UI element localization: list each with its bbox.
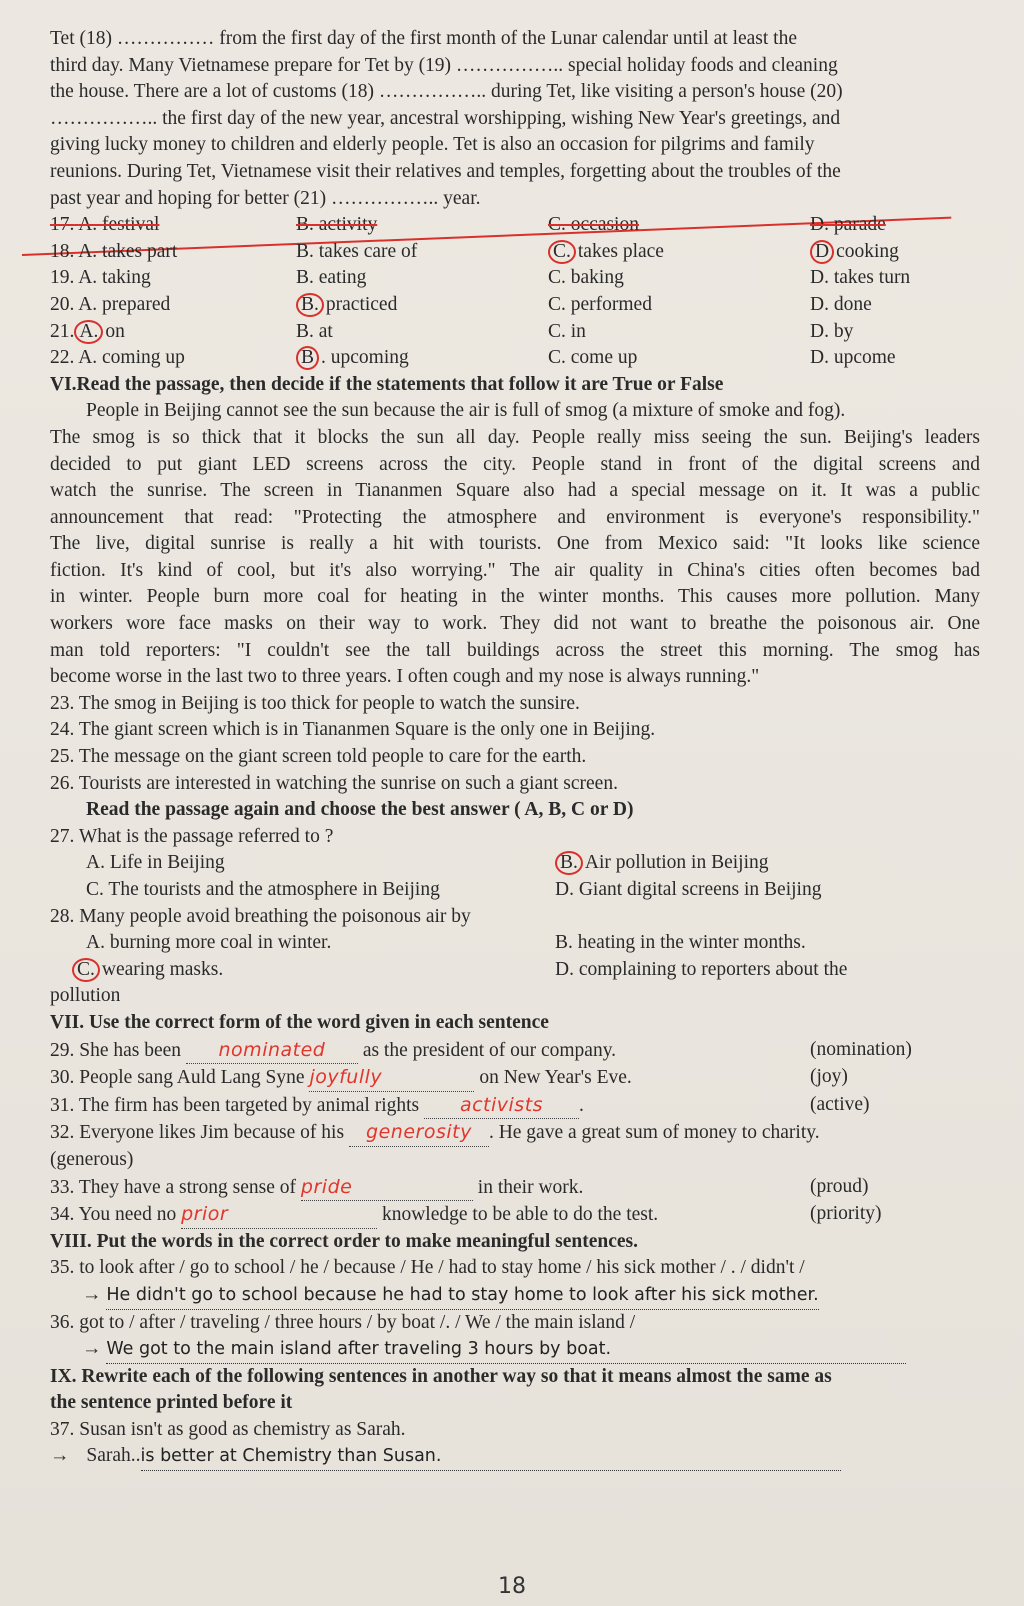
arrow-icon: → xyxy=(82,1283,102,1305)
question-number: 17. xyxy=(50,214,75,236)
question-number: 18. xyxy=(50,240,75,262)
word-hint-32: (generous) xyxy=(50,1148,134,1170)
option-b: B. activity xyxy=(296,214,378,236)
passage-line: the house. There are a lot of customs (18) …………….. during Tet, like visiting a person's house (20) xyxy=(50,81,843,103)
word-hint: (nomination) xyxy=(810,1038,912,1060)
word-form-33 xyxy=(50,1174,980,1202)
passage-line: fiction. It's kind of cool, but it's also worrying." The air quality in China's cities often becomes bad xyxy=(50,559,980,581)
passage-line: Tet (18) …………… from the first day of the first month of the Lunar calendar until at least the xyxy=(50,28,798,49)
section-heading-ix: IX. Rewrite each of the following sentences in another way so that it means almost the same as xyxy=(50,1365,832,1387)
question-37: 37. Susan isn't as good as chemistry as Sarah. xyxy=(50,1418,406,1440)
sentence-end: . xyxy=(579,1094,584,1116)
answer-37-lead: Sarah.. xyxy=(86,1445,141,1467)
sentence-start: 34. You need no xyxy=(50,1204,177,1226)
option-a: on xyxy=(105,320,125,342)
option-c: C. performed xyxy=(548,293,652,315)
option-d: D. by xyxy=(810,320,854,342)
option-b: B. at xyxy=(296,320,333,342)
option-d: D. takes turn xyxy=(810,267,911,289)
arrow-icon: → xyxy=(50,1445,70,1467)
option-b: practiced xyxy=(325,293,398,315)
option-b: B. eating xyxy=(296,267,367,289)
sentence-start: 32. Everyone likes Jim because of his xyxy=(50,1122,345,1144)
option-d: D. parade xyxy=(810,214,886,236)
section-heading-ix-cont: the sentence printed before it xyxy=(50,1392,293,1414)
worksheet-content xyxy=(50,26,980,1471)
sentence-end: knowledge to be able to do the test. xyxy=(381,1204,659,1226)
word-hint: (proud) xyxy=(810,1175,869,1197)
sentence-start: 31. The firm has been targeted by animal rights xyxy=(50,1094,420,1116)
answer-blank[interactable]: joyfully xyxy=(309,1064,474,1092)
sentence-end: as the president of our company. xyxy=(362,1039,617,1061)
question-28-tail: pollution xyxy=(50,985,121,1007)
sentence-start: 30. People sang Auld Lang Syne xyxy=(50,1067,305,1089)
option-b: Air pollution in Beijing xyxy=(584,852,769,874)
answer-35-row xyxy=(50,1282,980,1310)
answer-circle: B. xyxy=(555,851,583,875)
answer-blank[interactable]: prior xyxy=(181,1201,377,1229)
answer-circle: C. xyxy=(72,958,100,982)
sentence-end: in their work. xyxy=(477,1176,584,1198)
option-row-20 xyxy=(50,292,980,319)
passage-line: workers wore face masks on their way to work. They did not want to breathe the poisonous air. One xyxy=(50,613,980,635)
option-b: B. takes care of xyxy=(296,240,418,262)
passage-line: The smog is so thick that it blocks the sun all day. People really miss seeing the sun. Beijing's leaders xyxy=(50,426,980,448)
question-number: 20. xyxy=(50,293,75,315)
section-heading-vii: VII. Use the correct form of the word given in each sentence xyxy=(50,1011,549,1033)
option-a: A. coming up xyxy=(78,347,185,369)
option-c: takes place xyxy=(577,240,664,262)
passage-line: The live, digital sunrise is really a hit with tourists. One from Mexico said: "It looks like science xyxy=(50,533,980,555)
statement-24: 24. The giant screen which is in Tiananmen Square is the only one in Beijing. xyxy=(50,719,656,741)
word-form-31 xyxy=(50,1092,980,1120)
answer-blank[interactable]: pride xyxy=(301,1174,473,1202)
option-row-19 xyxy=(50,265,980,292)
answer-circle: C. xyxy=(548,240,576,264)
passage-line: …………….. the first day of the new year, ancestral worshipping, wishing New Year's greetings, and xyxy=(50,107,841,129)
sentence-end: . He gave a great sum of money to charity. xyxy=(488,1122,820,1144)
sentence-start: 29. She has been xyxy=(50,1039,182,1061)
option-c: C. baking xyxy=(548,267,624,289)
question-36: 36. got to / after / traveling / three hours / by boat /. / We / the main island / xyxy=(50,1311,636,1333)
passage-line: announcement that read: "Protecting the atmosphere and environment is everyone's responsibility." xyxy=(50,506,980,528)
options-28 xyxy=(50,930,980,983)
option-a: A. Life in Beijing xyxy=(86,852,225,874)
subheading-best-answer: Read the passage again and choose the best answer ( A, B, C or D) xyxy=(86,799,634,821)
passage-line: People in Beijing cannot see the sun because the air is full of smog (a mixture of smoke and fog). xyxy=(86,400,846,422)
question-number: 21. xyxy=(50,320,75,342)
answer-36-row xyxy=(50,1336,980,1364)
statement-25: 25. The message on the giant screen told people to care for the earth. xyxy=(50,746,587,768)
answer-circle: B. xyxy=(296,293,324,317)
option-b: B. heating in the winter months. xyxy=(555,932,806,954)
word-form-30 xyxy=(50,1064,980,1092)
question-number: 19. xyxy=(50,267,75,289)
section-heading-viii: VIII. Put the words in the correct order to make meaningful sentences. xyxy=(50,1230,638,1252)
answer-36[interactable]: We got to the main island after traveling 3 hours by boat. xyxy=(106,1336,906,1364)
word-form-32 xyxy=(50,1119,980,1147)
passage-line: decided to put giant LED screens across the city. People stand in front of the digital screens and xyxy=(50,453,980,475)
section-heading-vi: VI.Read the passage, then decide if the statements that follow it are True or False xyxy=(50,373,724,395)
passage-line: reunions. During Tet, Vietnamese visit their relatives and temples, forgetting about the troubles of the xyxy=(50,160,841,182)
statement-23: 23. The smog in Beijing is too thick for people to watch the sunsire. xyxy=(50,692,580,714)
word-hint: (active) xyxy=(810,1093,870,1115)
arrow-icon: → xyxy=(82,1338,102,1360)
answer-circle: B xyxy=(296,346,319,370)
word-form-29 xyxy=(50,1037,980,1065)
answer-circle: A. xyxy=(74,320,103,344)
question-35: 35. to look after / go to school / he / because / He / had to stay home / his sick mother / . / didn't / xyxy=(50,1257,805,1279)
word-hint: (joy) xyxy=(810,1066,848,1088)
sentence-start: 33. They have a strong sense of xyxy=(50,1176,297,1198)
answer-blank[interactable]: nominated xyxy=(186,1037,358,1065)
page-number: 18 xyxy=(498,1574,526,1599)
options-17-22 xyxy=(50,212,980,372)
option-row-21 xyxy=(50,319,980,346)
passage-line: third day. Many Vietnamese prepare for Tet by (19) …………….. special holiday foods and cleaning xyxy=(50,54,838,76)
option-c: C. occasion xyxy=(548,214,639,236)
option-a: A. prepared xyxy=(78,293,171,315)
answer-35[interactable]: He didn't go to school because he had to stay home to look after his sick mother. xyxy=(106,1282,818,1310)
passage-line: become worse in the last two to three years. I often cough and my nose is always running." xyxy=(50,666,760,688)
statement-26: 26. Tourists are interested in watching the sunrise on such a giant screen. xyxy=(50,772,618,794)
question-number: 22. xyxy=(50,347,75,369)
passage-line: man told reporters: "I couldn't see the tall buildings across the street this morning. The smog has xyxy=(50,639,980,661)
answer-37-row xyxy=(50,1443,980,1471)
option-row-18 xyxy=(50,239,980,266)
passage-line: giving lucky money to children and elderly people. Tet is also an occasion for pilgrims and family xyxy=(50,134,815,156)
option-row-22 xyxy=(50,345,980,372)
option-d: D. Giant digital screens in Beijing xyxy=(555,879,822,900)
option-c: C. come up xyxy=(548,347,638,369)
passage-line: in winter. People burn more coal for heating in the winter months. This causes more pollution. Many xyxy=(50,586,980,608)
option-c: wearing masks. xyxy=(101,958,224,980)
question-27: 27. What is the passage referred to ? xyxy=(50,825,334,847)
option-d: D. upcome xyxy=(810,347,896,369)
option-a: A. takes part xyxy=(78,240,178,262)
options-27 xyxy=(50,850,980,903)
option-c: C. in xyxy=(548,320,586,342)
answer-blank[interactable]: generosity xyxy=(349,1119,489,1147)
passage-tet xyxy=(50,26,980,212)
option-a: A. taking xyxy=(78,267,151,289)
word-hint: (priority) xyxy=(810,1203,882,1225)
option-d: cooking xyxy=(836,240,899,262)
passage-line: watch the sunrise. The screen in Tiananmen Square also had a special message on it. It was a public xyxy=(50,480,980,502)
sentence-end: on New Year's Eve. xyxy=(479,1067,632,1089)
option-a: A. burning more coal in winter. xyxy=(86,932,332,954)
answer-circle: D xyxy=(810,240,834,264)
question-28: 28. Many people avoid breathing the poisonous air by xyxy=(50,905,471,927)
answer-37[interactable]: is better at Chemistry than Susan. xyxy=(141,1443,841,1471)
passage-line: past year and hoping for better (21) …………….. year. xyxy=(50,187,481,209)
answer-blank[interactable]: activists xyxy=(424,1092,579,1120)
option-b: . upcoming xyxy=(321,347,409,369)
word-form-34 xyxy=(50,1201,980,1229)
passage-beijing xyxy=(50,398,980,691)
option-c: C. The tourists and the atmosphere in Beijing xyxy=(86,879,440,900)
option-d: D. done xyxy=(810,293,872,315)
option-a: A. festival xyxy=(78,214,160,236)
option-d: D. complaining to reporters about the xyxy=(555,958,848,980)
option-row-17 xyxy=(50,212,980,239)
